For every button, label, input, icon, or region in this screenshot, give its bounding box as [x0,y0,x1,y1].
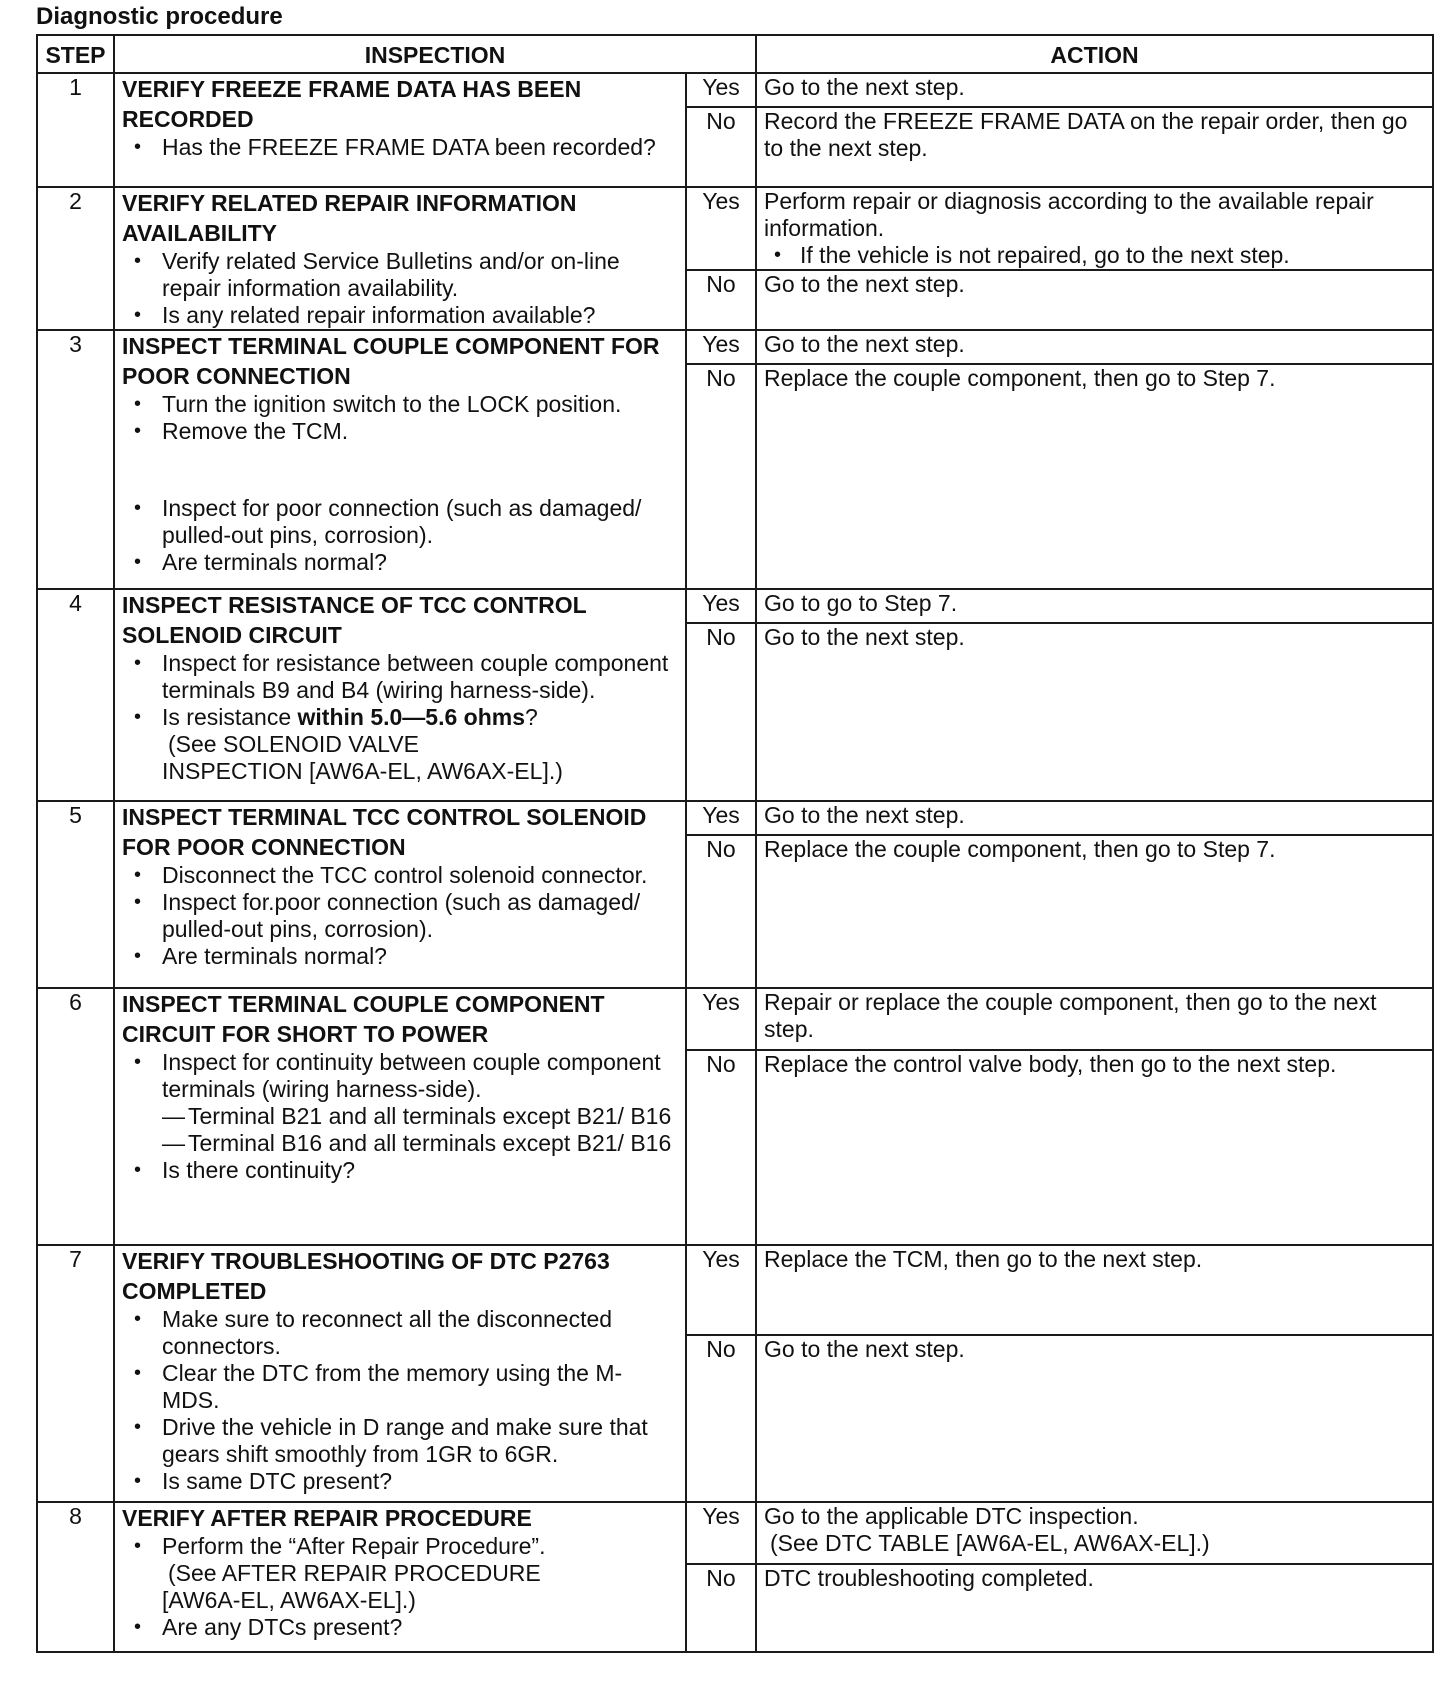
bullet-text: Inspect for continuity between couple component terminals (wiring harness-side). [162,1049,661,1102]
spacer [122,445,678,495]
inspection-bullet: • Inspect for resistance between couple component terminals B9 and B4 (wiring harness-side). [122,650,678,704]
yes-label: Yes [686,187,756,270]
yes-label: Yes [686,589,756,623]
reference-note: (See SOLENOID VALVE [168,731,419,757]
inspection-bullet: • Inspect for.poor connection (such as damaged/ pulled-out pins, corrosion). [122,889,678,943]
inspection-bullet: • Are any DTCs present? [122,1614,678,1641]
step-3-inspection [114,330,686,589]
inspection-bullet: • Remove the TCM. [122,418,678,445]
step-1-yes-row [37,73,1433,107]
header-row [37,35,1433,73]
step-number: 5 [37,801,114,988]
step-8-yes-row [37,1502,1433,1564]
inspection-title: INSPECT RESISTANCE OF TCC CONTROL SOLENOID CIRCUIT [122,592,587,648]
inspection-title: VERIFY RELATED REPAIR INFORMATION AVAILABILITY [122,190,577,246]
no-label: No [686,1050,756,1245]
yes-label: Yes [686,1245,756,1335]
step-number: 1 [37,73,114,187]
no-action: DTC troubleshooting completed. [756,1564,1433,1652]
header-step: STEP [37,35,114,73]
inspection-bullet: • Is any related repair information available? [122,302,678,329]
no-label: No [686,270,756,330]
no-action: Go to the next step. [756,270,1433,330]
no-label: No [686,364,756,589]
page-title: Diagnostic procedure [36,3,283,30]
yes-action: Go to the next step. [756,330,1433,364]
inspection-bullet: • Inspect for poor connection (such as damaged/ pulled-out pins, corrosion). [122,495,678,549]
step-number: 8 [37,1502,114,1652]
yes-label: Yes [686,801,756,835]
step-2-inspection [114,187,686,330]
reference-note: [AW6A-EL, AW6AX-EL].) [162,1587,416,1613]
reference-note: (See DTC TABLE [AW6A-EL, AW6AX-EL].) [770,1530,1210,1556]
bullet-text: ? [525,704,538,730]
step-2-yes-row [37,187,1433,270]
bullet-text: Is resistance [162,704,298,730]
step-number: 3 [37,330,114,589]
no-label: No [686,107,756,187]
yes-action [756,187,1433,270]
no-action: Record the FREEZE FRAME DATA on the repair order, then go to the next step. [756,107,1433,187]
terminal-check-item: — Terminal B21 and all terminals except B21/ B16 [162,1103,678,1130]
step-4-inspection [114,589,686,801]
terminal-check-item: — Terminal B16 and all terminals except B21/ B16 [162,1130,678,1157]
inspection-bullet [122,1049,678,1157]
inspection-bullet: • Verify related Service Bulletins and/or on-line repair information availability. [122,248,678,302]
inspection-title: VERIFY FREEZE FRAME DATA HAS BEEN RECORDED [122,76,582,132]
step-7-yes-row [37,1245,1433,1335]
reference-note: INSPECTION [AW6A-EL, AW6AX-EL].) [162,758,563,784]
no-action: Go to the next step. [756,1335,1433,1502]
step-1-inspection [114,73,686,187]
inspection-title: INSPECT TERMINAL COUPLE COMPONENT CIRCUIT FOR SHORT TO POWER [122,991,605,1047]
inspection-bullet: • Turn the ignition switch to the LOCK position. [122,391,678,418]
no-label: No [686,835,756,988]
inspection-bullet [122,704,678,785]
inspection-title: INSPECT TERMINAL TCC CONTROL SOLENOID FOR POOR CONNECTION [122,804,647,860]
inspection-bullet: • Has the FREEZE FRAME DATA been recorded? [122,134,678,161]
inspection-bullet: • Drive the vehicle in D range and make sure that gears shift smoothly from 1GR to 6GR. [122,1414,678,1468]
inspection-bullet: • Disconnect the TCC control solenoid connector. [122,862,678,889]
yes-action: Go to go to Step 7. [756,589,1433,623]
yes-action [756,1502,1433,1564]
no-action: Go to the next step. [756,623,1433,801]
yes-action: Repair or replace the couple component, then go to the next step. [756,988,1433,1050]
yes-action: Go to the next step. [756,73,1433,107]
yes-action-bullet: • If the vehicle is not repaired, go to the next step. [764,242,1425,269]
inspection-bullet: • Are terminals normal? [122,549,678,576]
yes-label: Yes [686,988,756,1050]
inspection-bullet: • Is there continuity? [122,1157,678,1184]
reference-note: (See AFTER REPAIR PROCEDURE [168,1560,541,1586]
step-4-yes-row [37,589,1433,623]
yes-label: Yes [686,330,756,364]
inspection-bullet: • Is same DTC present? [122,1468,678,1495]
no-action: Replace the control valve body, then go to the next step. [756,1050,1433,1245]
inspection-title: VERIFY TROUBLESHOOTING OF DTC P2763 COMPLETED [122,1248,610,1304]
step-number: 4 [37,589,114,801]
step-3-yes-row [37,330,1433,364]
inspection-title: VERIFY AFTER REPAIR PROCEDURE [122,1505,532,1531]
step-6-inspection [114,988,686,1245]
no-label: No [686,1564,756,1652]
step-7-inspection [114,1245,686,1502]
step-6-yes-row [37,988,1433,1050]
yes-label: Yes [686,1502,756,1564]
step-5-yes-row [37,801,1433,835]
no-action: Replace the couple component, then go to Step 7. [756,835,1433,988]
bullet-text: Perform the “After Repair Procedure”. [162,1533,546,1559]
inspection-title: INSPECT TERMINAL COUPLE COMPONENT FOR POOR CONNECTION [122,333,660,389]
inspection-bullet: • Make sure to reconnect all the disconnected connectors. [122,1306,678,1360]
diagnostic-procedure-table [36,34,1434,1653]
step-5-inspection [114,801,686,988]
yes-action-text: Perform repair or diagnosis according to the available repair information. [764,188,1374,241]
header-action: ACTION [756,35,1433,73]
step-number: 7 [37,1245,114,1502]
step-number: 2 [37,187,114,330]
yes-action-text: Go to the applicable DTC inspection. [764,1503,1139,1529]
yes-action: Go to the next step. [756,801,1433,835]
inspection-bullet: • Are terminals normal? [122,943,678,970]
resistance-spec: within 5.0—5.6 ohms [297,704,525,730]
inspection-bullet: • Clear the DTC from the memory using the M-MDS. [122,1360,678,1414]
header-inspection: INSPECTION [114,35,756,73]
step-8-inspection [114,1502,686,1652]
yes-action: Replace the TCM, then go to the next step. [756,1245,1433,1335]
no-label: No [686,1335,756,1502]
yes-label: Yes [686,73,756,107]
no-action: Replace the couple component, then go to Step 7. [756,364,1433,589]
inspection-bullet [122,1533,678,1614]
step-number: 6 [37,988,114,1245]
no-label: No [686,623,756,801]
